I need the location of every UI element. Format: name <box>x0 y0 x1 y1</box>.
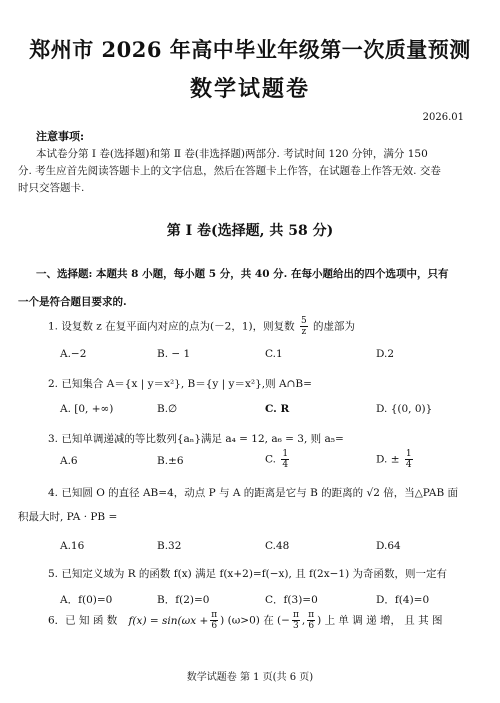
q5-option-b: B．f(2)=0 <box>157 594 210 606</box>
q3-c-fraction: $\frac{1}{4}$ <box>282 449 289 470</box>
q3-option-a: A.6 <box>60 455 78 467</box>
notice-line-1: 本试卷分第 Ⅰ 卷(选择题)和第 Ⅱ 卷(非选择题)两部分. 考试时间 120 分钟，满分 150 <box>36 148 428 160</box>
question-3: 3. 已知单调递减的等比数列{aₙ}满足 a₄ = 12, a₆ = 3, 则 a₅= <box>48 433 344 445</box>
notice-heading: 注意事项: <box>36 130 85 143</box>
q1-option-b: B. − 1 <box>157 348 191 360</box>
q4-option-c: C.48 <box>265 540 290 552</box>
question-4: 4. 已知圆 O 的直径 AB=4，动点 P 与 A 的距离是它与 B 的距离的 √2 倍，当△PAB 面 <box>48 487 459 499</box>
q3-d-fraction: $\frac{1}{4}$ <box>405 449 412 470</box>
q1-frac-den: z <box>301 327 307 337</box>
q1-stem-a: 1. 设复数 z 在复平面内对应的点为(－2，1)，则复数 <box>48 320 295 333</box>
notice-line-2: 分. 考生应首先阅读答题卡上的文字信息，然后在答题卡上作答，在试题卷上作答无效. 交卷 <box>18 165 441 177</box>
q1-fraction <box>300 316 308 337</box>
q5-option-a: A．f(0)=0 <box>60 594 113 606</box>
part1-instruction-2: 一个是符合题目要求的. <box>18 296 127 308</box>
exam-title: 郑州市 2026 年高中毕业年级第一次质量预测 <box>29 37 471 62</box>
q4-option-b: B.32 <box>157 540 182 552</box>
question-6: 6．已 知 函 数 f(x) = sin(ωx + $\frac{\pi}{6}$ ) (ω>0) 在 (− $\frac{\pi}{3}$ , $\frac{\pi}{6}$ ) 上 单 调 递 增， 且 其 图 <box>48 610 443 631</box>
q1-frac-num: 5 <box>300 316 307 326</box>
q5-option-c: C．f(3)=0 <box>265 594 318 606</box>
question-5: 5. 已知定义域为 R 的函数 f(x) 满足 f(x+2)=f(−x), 且 f(2x−1) 为奇函数，则一定有 <box>48 568 448 580</box>
q1-option-c: C.1 <box>265 348 283 360</box>
q2-option-b: B.∅ <box>157 403 178 415</box>
q1-option-a: A.−2 <box>60 348 87 360</box>
q2-option-a: A. [0, +∞) <box>60 403 114 415</box>
part1-instruction-1: 一、选择题: 本题共 8 小题，每小题 5 分，共 40 分. 在每小题给出的四个选项中，只有 <box>36 268 449 280</box>
q3-option-b: B.±6 <box>157 455 184 467</box>
q4-option-d: D.64 <box>376 540 401 552</box>
q3-option-c: C. $\frac{1}{4}$ <box>265 449 289 470</box>
question-1 <box>48 316 355 337</box>
q4-line-2: 积最大时, PA · PB = <box>18 511 118 523</box>
q1-option-d: D.2 <box>376 348 395 360</box>
q1-stem-b: 的虚部为 <box>313 320 356 333</box>
q3-option-d: D. ± $\frac{1}{4}$ <box>376 449 412 470</box>
page-footer: 数学试题卷 第 1 页(共 6 页) <box>186 672 314 683</box>
q2-option-c: C. R <box>265 403 290 415</box>
q4-option-a: A.16 <box>60 540 85 552</box>
exam-date: 2026.01 <box>422 112 464 123</box>
q2-option-d: D. {(0, 0)} <box>376 403 433 415</box>
section-title: 第 Ⅰ 卷(选择题, 共 58 分) <box>166 223 334 239</box>
q6-func-fraction: $\frac{\pi}{6}$ <box>211 610 218 631</box>
exam-subtitle: 数学试题卷 <box>189 76 310 102</box>
q5-option-d: D．f(4)=0 <box>376 594 430 606</box>
question-2: 2. 已知集合 A＝{x | y＝x²}, B＝{y | y＝x²},则 A∩B= <box>48 378 312 390</box>
notice-line-3: 时只交答题卡. <box>18 182 85 194</box>
q4-sqrt: √2 <box>366 487 380 499</box>
